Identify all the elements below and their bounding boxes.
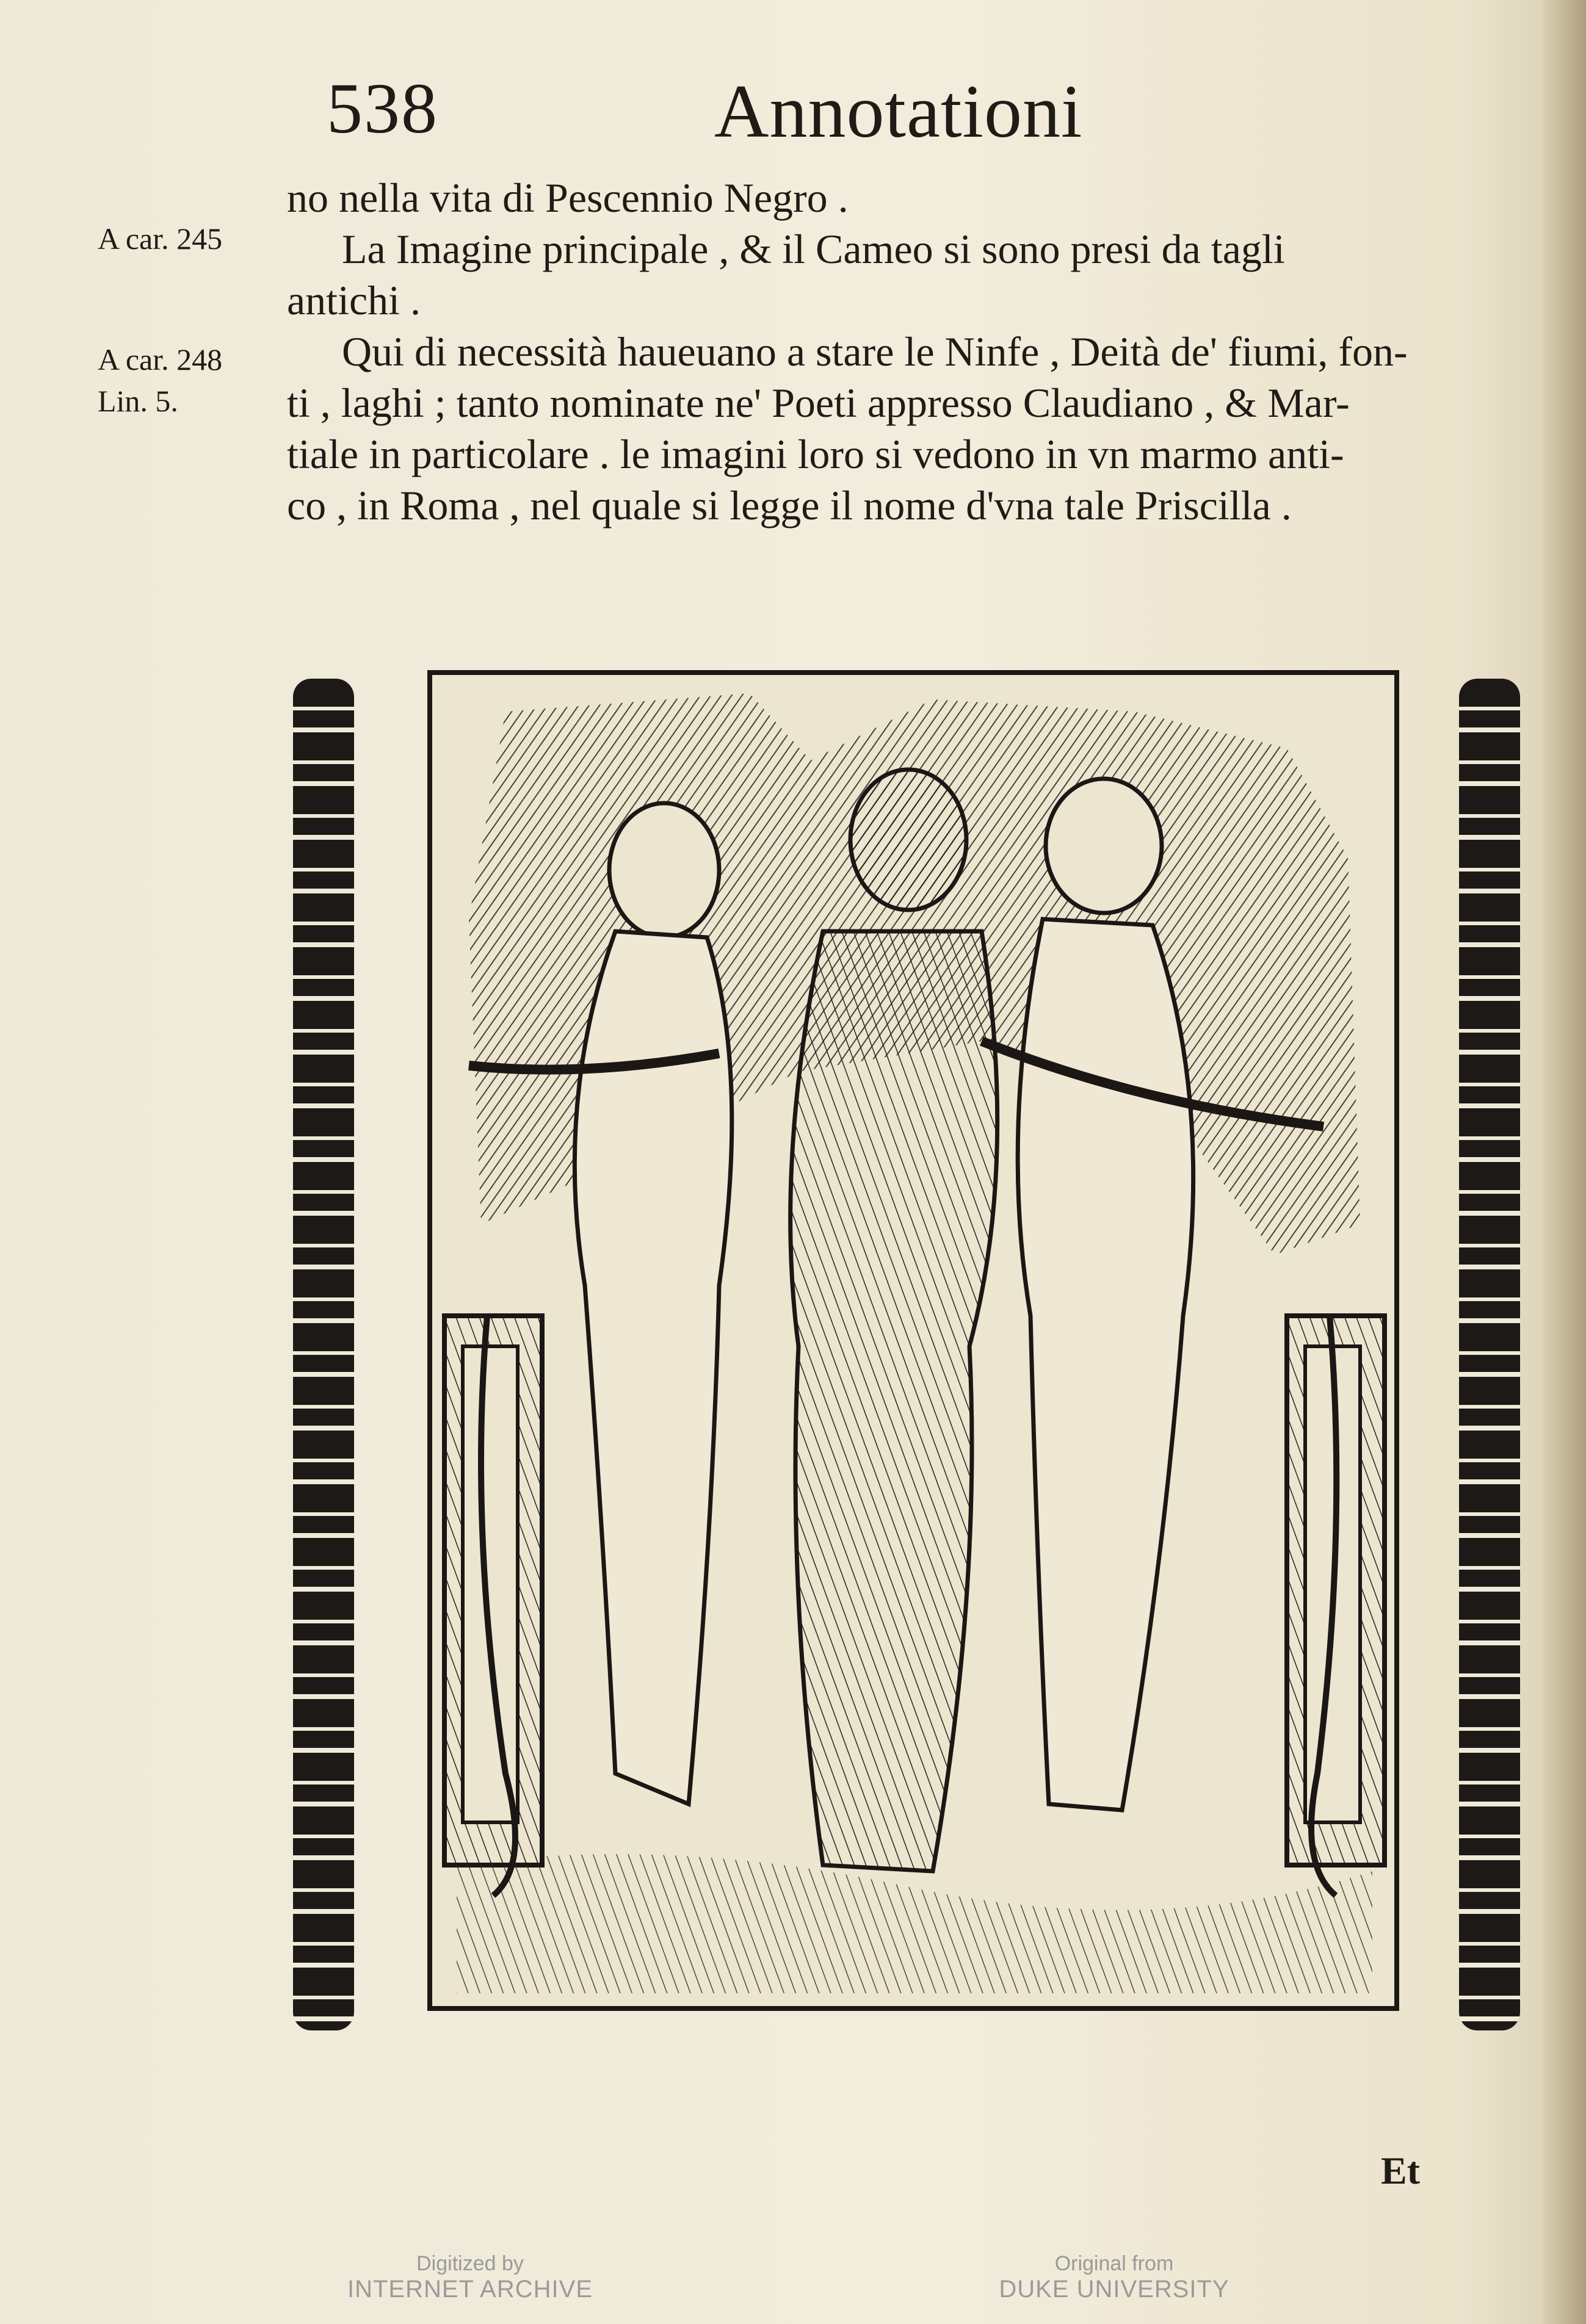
ornamental-border-left bbox=[293, 679, 354, 2030]
text-line: tiale in particolare . le imagini loro si vedono in vn marmo anti- bbox=[287, 431, 1344, 477]
body-text bbox=[287, 172, 1538, 531]
footer-original-name: DUKE UNIVERSITY bbox=[999, 2276, 1229, 2303]
text-line: co , in Roma , nel quale si legge il nome d'vna tale Priscilla . bbox=[287, 482, 1292, 529]
text-line: antichi . bbox=[287, 277, 421, 323]
ornamental-border-right bbox=[1459, 679, 1520, 2030]
three-nymphs-woodcut bbox=[432, 675, 1394, 2006]
margin-note: A car. 245 bbox=[98, 222, 223, 256]
running-title: Annotationi bbox=[714, 70, 1083, 153]
margin-note: A car. 248 bbox=[98, 342, 223, 377]
catchword: Et bbox=[1381, 2149, 1420, 2192]
footer-digitized-name: INTERNET ARCHIVE bbox=[347, 2276, 593, 2303]
woodcut-illustration bbox=[427, 670, 1399, 2011]
footer-original bbox=[900, 2252, 1328, 2303]
text-line: ti , laghi ; tanto nominate ne' Poeti appresso Claudiano , & Mar- bbox=[287, 380, 1350, 426]
text-line: no nella vita di Pescennio Negro . bbox=[287, 175, 849, 221]
footer-digitized bbox=[256, 2252, 684, 2303]
book-spine-shadow bbox=[1543, 0, 1586, 2324]
text-line: Qui di necessità haueuano a stare le Ninfe , Deità de' fiumi, fon- bbox=[342, 328, 1408, 375]
page-number: 538 bbox=[327, 68, 438, 148]
footer-digitized-label: Digitized by bbox=[416, 2252, 524, 2275]
text-line: La Imagine principale , & il Cameo si sono presi da tagli bbox=[342, 226, 1285, 272]
margin-note: Lin. 5. bbox=[98, 384, 178, 418]
footer-original-label: Original from bbox=[1054, 2252, 1174, 2275]
